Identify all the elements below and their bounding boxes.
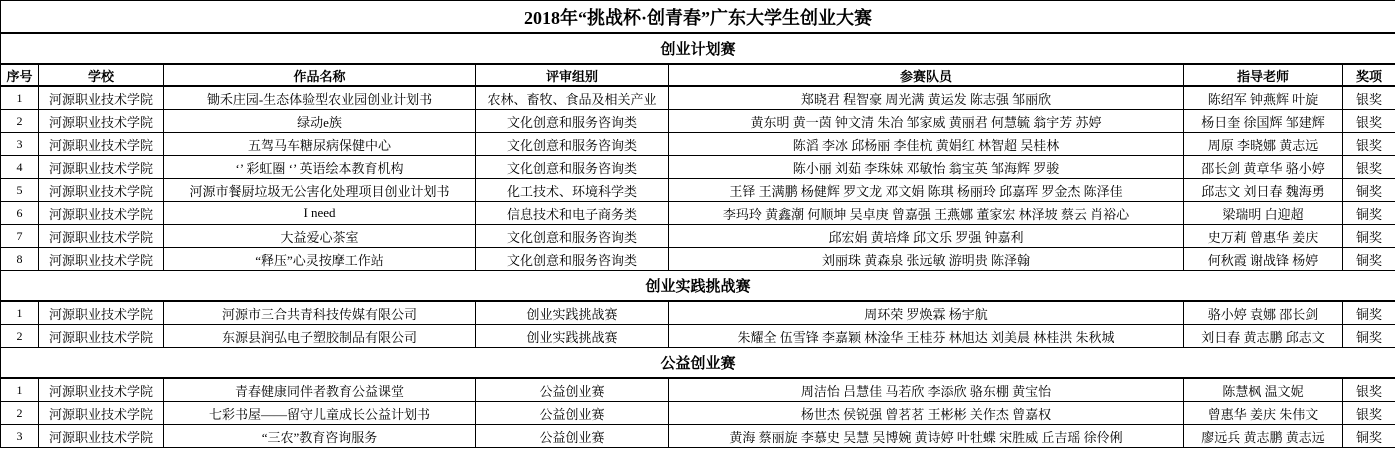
cell-school: 河源职业技术学院	[39, 86, 164, 110]
cell-members: 周洁怡 吕慧佳 马若欣 李添欣 骆东棚 黄宝怡	[669, 378, 1184, 402]
cell-school: 河源职业技术学院	[39, 402, 164, 425]
cell-members: 朱耀全 伍雪锋 李嘉颖 林淦华 王桂芬 林旭达 刘美晨 林桂洪 朱秋城	[669, 325, 1184, 348]
section-rows-business-plan	[1, 86, 1395, 271]
cell-no: 1	[1, 378, 39, 402]
table-row	[1, 425, 1395, 448]
table-row	[1, 202, 1395, 225]
cell-award: 银奖	[1343, 110, 1395, 133]
cell-school: 河源职业技术学院	[39, 325, 164, 348]
cell-members: 王铎 王满鹏 杨健辉 罗文龙 邓文娟 陈琪 杨丽玲 邱嘉珲 罗金杰 陈泽佳	[669, 179, 1184, 202]
cell-school: 河源职业技术学院	[39, 133, 164, 156]
cell-school: 河源职业技术学院	[39, 301, 164, 325]
cell-award: 铜奖	[1343, 248, 1395, 271]
cell-teachers: 周原 李晓娜 黄志远	[1184, 133, 1343, 156]
cell-work: 大益爱心茶室	[164, 225, 476, 248]
cell-no: 2	[1, 402, 39, 425]
table-row	[1, 86, 1395, 110]
table-row	[1, 378, 1395, 402]
cell-award: 铜奖	[1343, 202, 1395, 225]
section-title-row-1	[1, 33, 1395, 64]
column-header-row	[1, 64, 1395, 86]
cell-work: ‘’ 彩虹圈 ‘’ 英语绘本教育机构	[164, 156, 476, 179]
cell-no: 1	[1, 86, 39, 110]
cell-members: 陈小丽 刘茹 李珠妹 邓敏怡 翁宝英 邹海辉 罗骏	[669, 156, 1184, 179]
cell-award: 银奖	[1343, 156, 1395, 179]
cell-no: 1	[1, 301, 39, 325]
cell-work: “释压”心灵按摩工作站	[164, 248, 476, 271]
cell-category: 文化创意和服务咨询类	[476, 248, 669, 271]
section-rows-public-welfare	[1, 378, 1395, 448]
cell-members: 周环荣 罗焕霖 杨宇航	[669, 301, 1184, 325]
cell-category: 文化创意和服务咨询类	[476, 156, 669, 179]
cell-work: 东源县润弘电子塑胶制品有限公司	[164, 325, 476, 348]
cell-no: 3	[1, 133, 39, 156]
cell-teachers: 陈绍军 钟燕辉 叶旋	[1184, 86, 1343, 110]
cell-members: 郑晓君 程智豪 周光满 黄运发 陈志强 邹丽欣	[669, 86, 1184, 110]
cell-members: 黄东明 黄一茵 钟文清 朱冶 邹家威 黄丽君 何慧毓 翁宇芳 苏婷	[669, 110, 1184, 133]
section-title-row-2	[1, 271, 1395, 302]
column-header-work: 作品名称	[164, 64, 476, 86]
cell-category: 信息技术和电子商务类	[476, 202, 669, 225]
cell-school: 河源职业技术学院	[39, 248, 164, 271]
cell-category: 公益创业赛	[476, 402, 669, 425]
cell-work: I need	[164, 202, 476, 225]
cell-teachers: 曾惠华 姜庆 朱伟文	[1184, 402, 1343, 425]
cell-school: 河源职业技术学院	[39, 378, 164, 402]
cell-school: 河源职业技术学院	[39, 110, 164, 133]
cell-award: 银奖	[1343, 86, 1395, 110]
cell-category: 文化创意和服务咨询类	[476, 225, 669, 248]
cell-school: 河源职业技术学院	[39, 156, 164, 179]
cell-category: 农林、畜牧、食品及相关产业	[476, 86, 669, 110]
section-title-business-plan: 创业计划赛	[1, 33, 1395, 64]
section-title-practice-challenge: 创业实践挑战赛	[1, 271, 1395, 302]
cell-teachers: 梁瑞明 白迎超	[1184, 202, 1343, 225]
cell-teachers: 杨日奎 徐国辉 邹建辉	[1184, 110, 1343, 133]
section-title-row-3	[1, 348, 1395, 379]
cell-work: 七彩书屋——留守儿童成长公益计划书	[164, 402, 476, 425]
cell-work: 河源市三合共青科技传媒有限公司	[164, 301, 476, 325]
cell-school: 河源职业技术学院	[39, 425, 164, 448]
cell-school: 河源职业技术学院	[39, 179, 164, 202]
column-header-award: 奖项	[1343, 64, 1395, 86]
page-title: 2018年“挑战杯·创青春”广东大学生创业大赛	[1, 1, 1395, 34]
cell-category: 创业实践挑战赛	[476, 325, 669, 348]
cell-teachers: 骆小婷 袁娜 邵长剑	[1184, 301, 1343, 325]
cell-members: 黄海 蔡丽旋 李慕史 吴慧 吴博婉 黄诗婷 叶牡蝶 宋胜威 丘吉瑶 徐伶俐	[669, 425, 1184, 448]
cell-award: 银奖	[1343, 378, 1395, 402]
cell-award: 铜奖	[1343, 425, 1395, 448]
cell-no: 7	[1, 225, 39, 248]
cell-members: 杨世杰 侯锐强 曾茗茗 王彬彬 关作杰 曾嘉权	[669, 402, 1184, 425]
table-row	[1, 110, 1395, 133]
table-row	[1, 301, 1395, 325]
cell-work: 五驾马车糖尿病保健中心	[164, 133, 476, 156]
cell-work: 河源市餐厨垃圾无公害化处理项目创业计划书	[164, 179, 476, 202]
cell-members: 李玛玲 黄鑫潮 何顺坤 吴卓庚 曾嘉强 王燕娜 董家宏 林泽坡 蔡云 肖裕心	[669, 202, 1184, 225]
cell-no: 3	[1, 425, 39, 448]
column-header-school: 学校	[39, 64, 164, 86]
cell-teachers: 陈慧枫 温文妮	[1184, 378, 1343, 402]
cell-award: 银奖	[1343, 133, 1395, 156]
cell-no: 2	[1, 110, 39, 133]
cell-teachers: 刘日春 黄志鹏 邱志文	[1184, 325, 1343, 348]
column-header-category: 评审组别	[476, 64, 669, 86]
cell-members: 刘丽珠 黄森泉 张远敏 游明贵 陈泽翰	[669, 248, 1184, 271]
column-header-teachers: 指导老师	[1184, 64, 1343, 86]
cell-teachers: 史万莉 曾惠华 姜庆	[1184, 225, 1343, 248]
cell-award: 铜奖	[1343, 301, 1395, 325]
cell-no: 5	[1, 179, 39, 202]
cell-award: 铜奖	[1343, 325, 1395, 348]
table-row	[1, 156, 1395, 179]
table-row	[1, 225, 1395, 248]
cell-no: 6	[1, 202, 39, 225]
table-row	[1, 133, 1395, 156]
cell-category: 化工技术、环境科学类	[476, 179, 669, 202]
cell-work: 锄禾庄园-生态体验型农业园创业计划书	[164, 86, 476, 110]
cell-category: 文化创意和服务咨询类	[476, 110, 669, 133]
table-row	[1, 325, 1395, 348]
cell-work: 绿动e族	[164, 110, 476, 133]
cell-work: “三农”教育咨询服务	[164, 425, 476, 448]
section-title-public-welfare: 公益创业赛	[1, 348, 1395, 379]
column-header-members: 参赛队员	[669, 64, 1184, 86]
cell-award: 银奖	[1343, 402, 1395, 425]
cell-teachers: 廖远兵 黄志鹏 黄志远	[1184, 425, 1343, 448]
table-row	[1, 402, 1395, 425]
table-row	[1, 248, 1395, 271]
cell-category: 公益创业赛	[476, 378, 669, 402]
cell-no: 8	[1, 248, 39, 271]
cell-award: 铜奖	[1343, 179, 1395, 202]
cell-work: 青春健康同伴者教育公益课堂	[164, 378, 476, 402]
cell-award: 铜奖	[1343, 225, 1395, 248]
cell-school: 河源职业技术学院	[39, 202, 164, 225]
cell-no: 4	[1, 156, 39, 179]
cell-category: 公益创业赛	[476, 425, 669, 448]
cell-teachers: 邱志文 刘日春 魏海勇	[1184, 179, 1343, 202]
section-rows-practice-challenge	[1, 301, 1395, 348]
cell-school: 河源职业技术学院	[39, 225, 164, 248]
cell-teachers: 邵长剑 黄章华 骆小婷	[1184, 156, 1343, 179]
column-header-no: 序号	[1, 64, 39, 86]
cell-category: 文化创意和服务咨询类	[476, 133, 669, 156]
cell-teachers: 何秋霞 谢战锋 杨婷	[1184, 248, 1343, 271]
cell-members: 陈滔 李冰 邱杨丽 李佳杭 黄娟红 林智超 吴桂林	[669, 133, 1184, 156]
cell-category: 创业实践挑战赛	[476, 301, 669, 325]
table-row	[1, 179, 1395, 202]
cell-no: 2	[1, 325, 39, 348]
title-row	[1, 1, 1395, 34]
cell-members: 邱宏娟 黄培烽 邱文乐 罗强 钟嘉利	[669, 225, 1184, 248]
